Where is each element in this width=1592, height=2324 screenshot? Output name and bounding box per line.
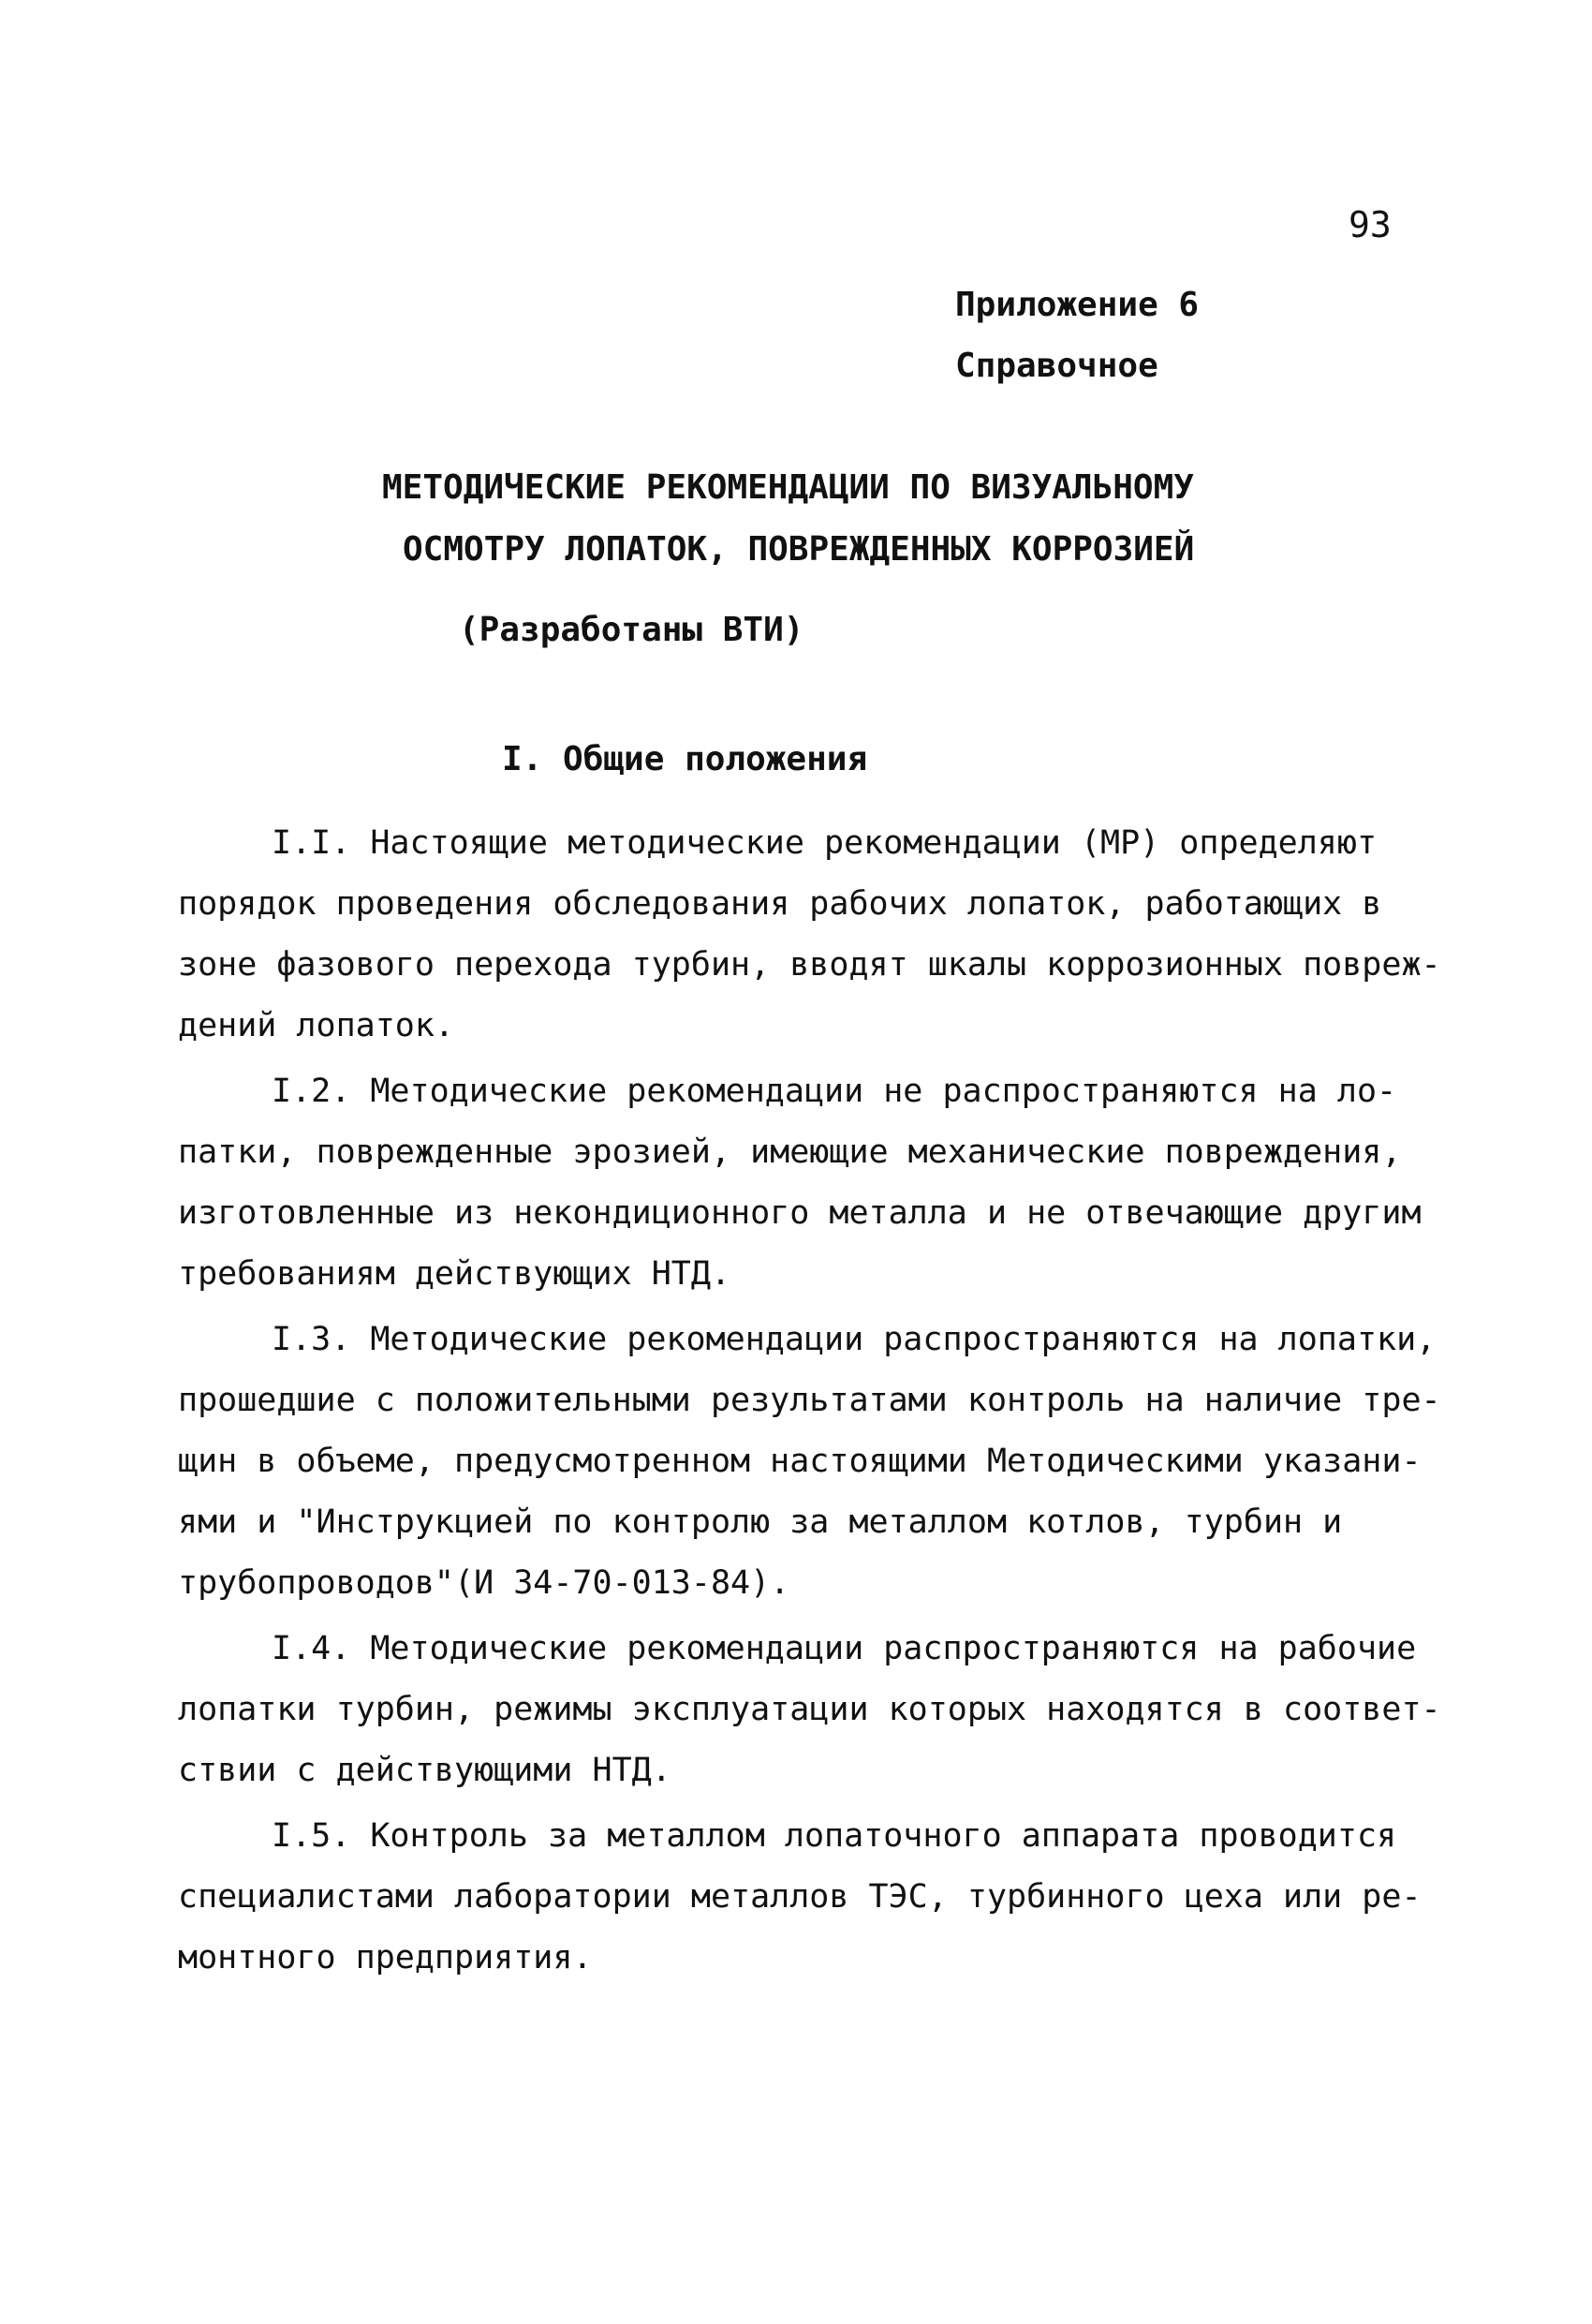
paragraph-line: прошедшие с положительными результатами контроль на наличие тре-	[178, 1382, 1441, 1419]
section-heading: I. Общие положения	[502, 740, 868, 778]
paragraph-line: порядок проведения обследования рабочих лопаток, работающих в	[178, 885, 1382, 923]
paragraph-line: I.4. Методические рекомендации распространяются на рабочие	[272, 1630, 1417, 1667]
paragraph-line: ствии с действующими НТД.	[178, 1752, 671, 1789]
document-title-line-2: ОСМОТРУ ЛОПАТОК, ПОВРЕЖДЕННЫХ КОРРОЗИЕЙ	[403, 530, 1195, 569]
paragraph-line: ями и "Инструкцией по контролю за металлом котлов, турбин и	[178, 1503, 1343, 1541]
paragraph-line: I.2. Методические рекомендации не распространяются на ло-	[272, 1073, 1397, 1110]
paragraph-line: монтного предприятия.	[178, 1939, 593, 1976]
document-subtitle: (Разработаны ВТИ)	[459, 611, 804, 649]
paragraph-line: щин в объеме, предусмотренном настоящими Методическими указани-	[178, 1443, 1422, 1480]
paragraph-line: патки, поврежденные эрозией, имеющие механические повреждения,	[178, 1133, 1402, 1171]
appendix-type: Справочное	[955, 347, 1158, 385]
paragraph-line: I.3. Методические рекомендации распространяются на лопатки,	[272, 1321, 1437, 1358]
paragraph-line: I.5. Контроль за металлом лопаточного аппарата проводится	[272, 1817, 1397, 1855]
paragraph-line: лопатки турбин, режимы эксплуатации которых находятся в соответ-	[178, 1691, 1441, 1728]
paragraph-line: I.I. Настоящие методические рекомендации (МР) определяют	[272, 824, 1378, 862]
paragraph-line: специалистами лаборатории металлов ТЭС, турбинного цеха или ре-	[178, 1878, 1422, 1916]
paragraph-line: требованиям действующих НТД.	[178, 1255, 731, 1293]
appendix-label: Приложение 6	[955, 286, 1200, 324]
paragraph-line: изготовленные из некондиционного металла и не отвечающие другим	[178, 1194, 1422, 1232]
document-title-line-1: МЕТОДИЧЕСКИЕ РЕКОМЕНДАЦИИ ПО ВИЗУАЛЬНОМУ	[382, 468, 1194, 507]
paragraph-line: трубопроводов"(И 34-70-013-84).	[178, 1564, 790, 1602]
page-number: 93	[1349, 204, 1392, 245]
paragraph-line: дений лопаток.	[178, 1007, 455, 1044]
paragraph-line: зоне фазового перехода турбин, вводят шкалы коррозионных повреж-	[178, 946, 1441, 984]
